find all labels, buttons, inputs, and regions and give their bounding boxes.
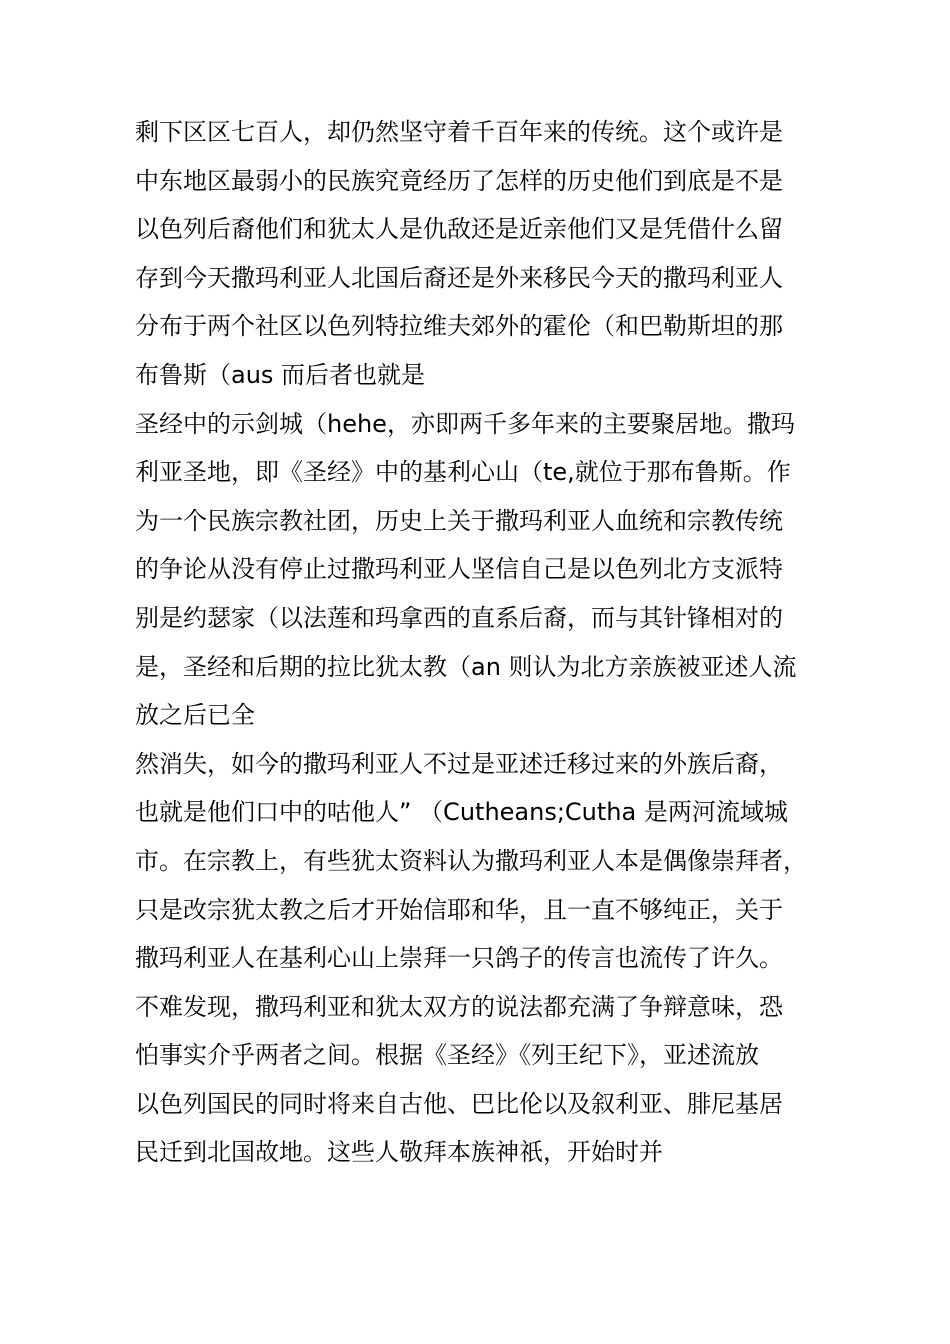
text-line: 别是约瑟家（以法莲和玛拿西的直系后裔，而与其针锋相对的	[135, 603, 783, 632]
text-line: 不难发现，撒玛利亚和犹太双方的说法都充满了争辩意味，恐	[135, 992, 783, 1021]
text-line: 只是改宗犹太教之后才开始信耶和华，且一直不够纯正，关于	[135, 895, 783, 924]
text-line: 中东地区最弱小的民族究竟经历了怎样的历史他们到底是不是	[135, 166, 783, 195]
text-line: 是，圣经和后期的拉比犹太教（an 则认为北方亲族被亚述人流	[135, 652, 797, 681]
text-line: 也就是他们口中的咕他人” （Cutheans;Cutha 是两河流域城	[135, 798, 788, 827]
text-line: 存到今天撒玛利亚人北国后裔还是外来移民今天的撒玛利亚人	[135, 263, 783, 292]
text-line: 剩下区区七百人，却仍然坚守着千百年来的传统。这个或许是	[135, 118, 783, 146]
text-line: 放之后已全	[135, 701, 255, 730]
text-line: 为一个民族宗教社团，历史上关于撒玛利亚人血统和宗教传统	[135, 506, 783, 535]
text-line: 布鲁斯（aus 而后者也就是	[135, 360, 426, 389]
text-line: 以色列国民的同时将来自古他、巴比伦以及叙利亚、腓尼基居	[135, 1089, 783, 1118]
text-line: 民迁到北国故地。这些人敬拜本族神祇，开始时并	[135, 1138, 663, 1167]
text-line: 圣经中的示剑城（hehe，亦即两千多年来的主要聚居地。撒玛	[135, 409, 795, 438]
text-line: 利亚圣地，即《圣经》中的基利心山（te,就位于那布鲁斯。作	[135, 458, 791, 487]
text-line: 怕事实介乎两者之间。根据《圣经》《列王纪下》，亚述流放	[135, 1041, 759, 1070]
body-text	[135, 108, 845, 1177]
text-line: 然消失，如今的撒玛利亚人不过是亚述迁移过来的外族后裔，	[135, 749, 783, 778]
text-line: 分布于两个社区以色列特拉维夫郊外的霍伦（和巴勒斯坦的那	[135, 312, 783, 341]
text-line: 撒玛利亚人在基利心山上崇拜一只鸽子的传言也流传了许久。	[135, 944, 783, 973]
text-line: 以色列后裔他们和犹太人是仇敌还是近亲他们又是凭借什么留	[135, 215, 783, 244]
text-line: 的争论从没有停止过撒玛利亚人坚信自己是以色列北方支派特	[135, 555, 783, 584]
text-line: 市。在宗教上，有些犹太资料认为撒玛利亚人本是偶像崇拜者，	[135, 846, 807, 875]
